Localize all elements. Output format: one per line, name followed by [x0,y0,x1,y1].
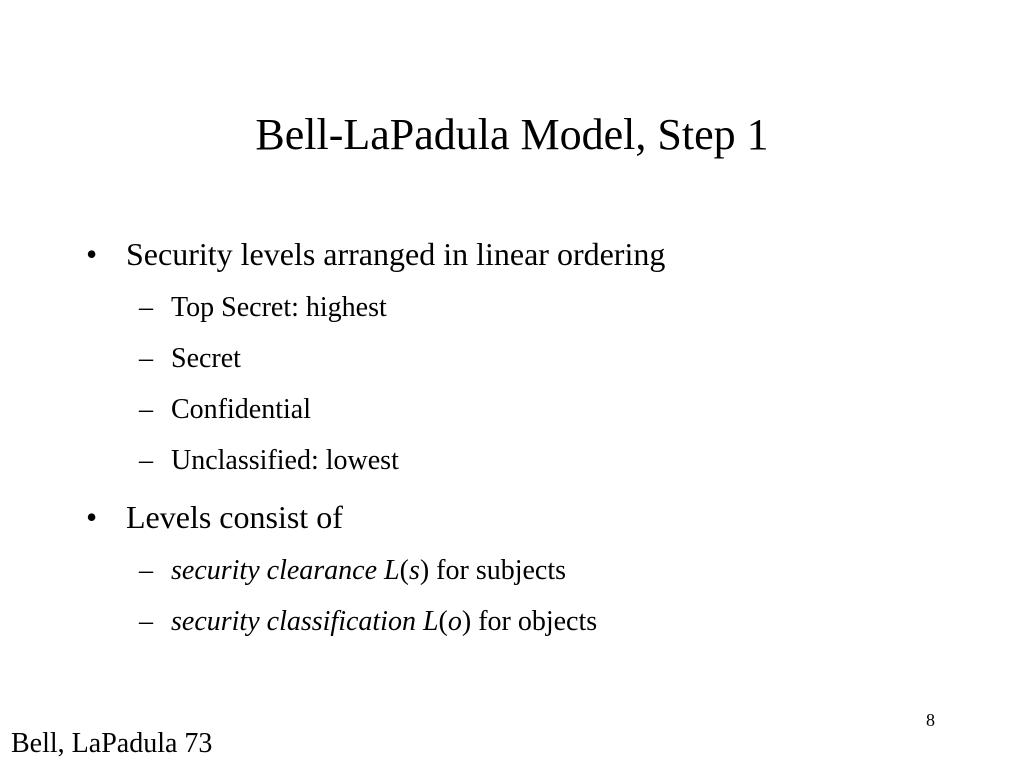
close-paren: ) [419,555,430,586]
page-number: 8 [926,710,935,730]
sub-item-text: Unclassified: lowest [171,445,399,476]
sub-item [139,553,566,589]
term-text: security classification [171,606,416,637]
footer-citation: Bell, LaPadula 73 [11,728,213,759]
dash-marker: – [139,555,153,586]
bullet-marker: • [86,499,98,535]
sub-item-rest: for subjects [429,555,567,586]
slide-title: Bell-LaPadula Model, Step 1 [255,110,769,159]
function-symbol: L [422,606,439,637]
sub-item-text: Top Secret: highest [171,292,387,323]
dash-marker: – [139,343,153,374]
term-text: security clearance [171,555,378,586]
sub-item [139,443,399,479]
bullet-item [86,497,343,537]
bullet-marker: • [86,236,98,272]
bullet-text: Levels consist of [126,499,343,535]
bullet-text: Security levels arranged in linear ordering [126,236,666,272]
close-paren: ) [461,606,472,637]
sub-item-rest: for objects [471,606,598,637]
dash-marker: – [139,606,153,637]
function-argument: s [408,555,420,586]
sub-item-text: Secret [171,343,241,374]
sub-item [139,604,597,640]
sub-item [139,392,311,428]
sub-item [139,341,241,377]
sub-item-text: Confidential [171,394,311,425]
dash-marker: – [139,292,153,323]
function-symbol: L [384,555,400,586]
open-paren: ( [438,606,448,637]
dash-marker: – [139,445,153,476]
bullet-item [86,234,665,274]
function-argument: o [447,606,462,637]
sub-item [139,290,387,326]
open-paren: ( [399,555,409,586]
dash-marker: – [139,394,153,425]
